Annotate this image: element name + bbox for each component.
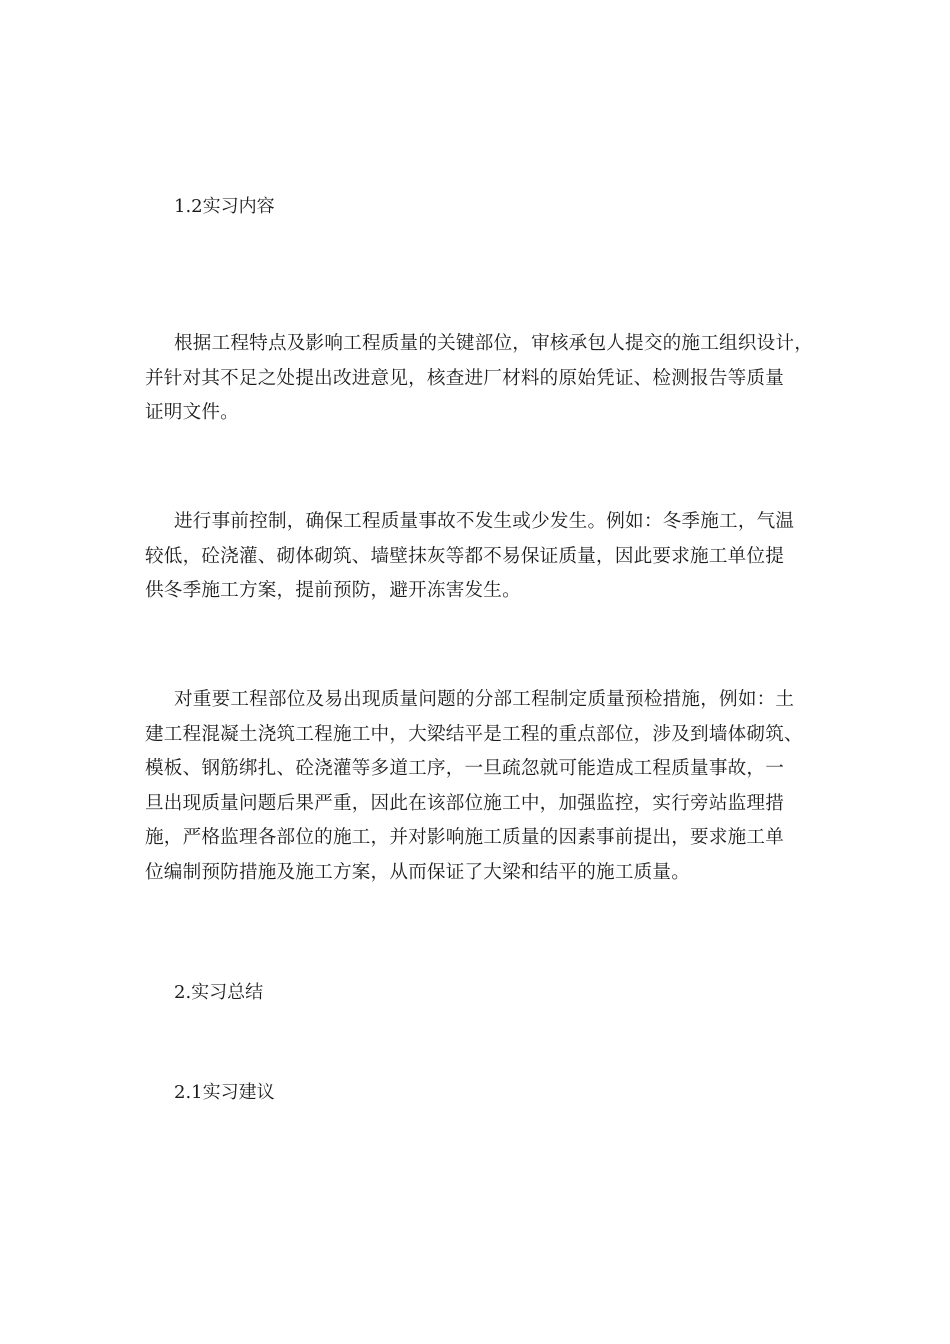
- paragraph-line: 对重要工程部位及易出现质量问题的分部工程制定质量预检措施，例如：土: [174, 689, 795, 710]
- paragraph-pre-inspection: [145, 683, 815, 890]
- paragraph-review-design: [145, 327, 815, 431]
- paragraph-line: 较低，砼浇灌、砌体砌筑、墙壁抹灰等都不易保证质量，因此要求施工单位提: [145, 545, 784, 567]
- paragraph-line: 根据工程特点及影响工程质量的关键部位，审核承包人提交的施工组织设计，: [174, 333, 813, 354]
- section-heading-2: 2.实习总结: [174, 982, 264, 1003]
- section-heading-1-2: 1.2实习内容: [174, 196, 275, 217]
- section-heading-2-1: 2.1实习建议: [174, 1082, 275, 1103]
- paragraph-advance-control: [145, 505, 815, 609]
- paragraph-line: 证明文件。: [145, 402, 239, 423]
- paragraph-line: 进行事前控制，确保工程质量事故不发生或少发生。例如：冬季施工，气温: [174, 511, 795, 532]
- paragraph-line: 供冬季施工方案，提前预防，避开冻害发生。: [145, 580, 521, 601]
- paragraph-line: 位编制预防措施及施工方案，从而保证了大梁和结平的施工质量。: [145, 861, 691, 883]
- paragraph-line: 旦出现质量问题后果严重，因此在该部位施工中，加强监控，实行旁站监理措: [145, 792, 784, 814]
- paragraph-line: 建工程混凝土浇筑工程施工中，大梁结平是工程的重点部位，涉及到墙体砌筑、: [145, 723, 803, 745]
- paragraph-line: 施，严格监理各部位的施工，并对影响施工质量的因素事前提出，要求施工单: [145, 827, 784, 848]
- paragraph-line: 模板、钢筋绑扎、砼浇灌等多道工序，一旦疏忽就可能造成工程质量事故，一: [145, 758, 784, 779]
- paragraph-line: 并针对其不足之处提出改进意见，核查进厂材料的原始凭证、检测报告等质量: [145, 367, 784, 389]
